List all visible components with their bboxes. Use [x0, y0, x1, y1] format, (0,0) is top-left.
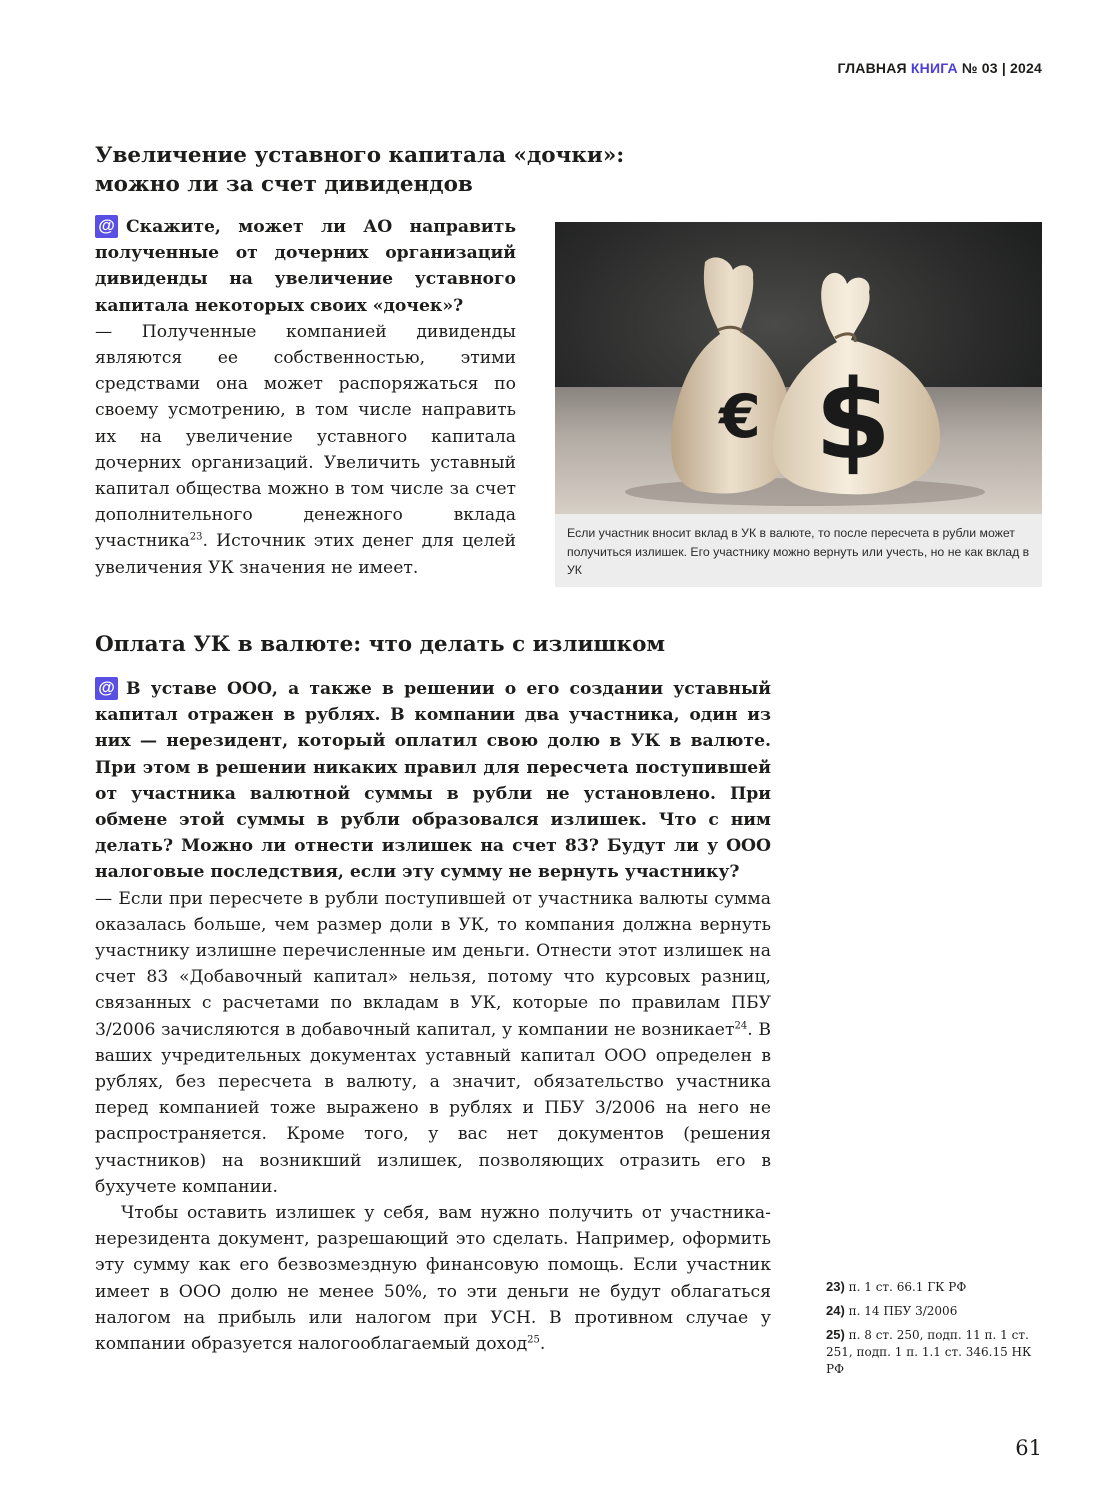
section2-paragraph2-text: Чтобы оставить излишек у себя, вам нужно получить от участника-нерезидента документ, разрешающий это сделать. Например, оформить эту сумму как его безвозмездную финансовую помощь. Если участник имеет в ООО долю не менее 50%, то эти деньги не будут облагаться налогом на прибыль или налогом при УСН. В противном случае у компании образуется налогооблагаемый доход: [95, 1203, 771, 1355]
footnote-number: 24): [826, 1303, 845, 1318]
at-sign-icon: @: [95, 215, 118, 238]
euro-symbol: €: [719, 382, 761, 452]
at-sign-icon: @: [95, 677, 118, 700]
section1-title-line2: можно ли за счет дивидендов: [95, 172, 473, 197]
footnote-text: п. 14 ПБУ 3/2006: [848, 1304, 958, 1318]
section1-qa: [95, 214, 516, 581]
page-number: 61: [1015, 1436, 1042, 1460]
brand-part1: ГЛАВНАЯ: [837, 60, 907, 76]
brand-part2: КНИГА: [910, 60, 958, 76]
footnote-text: п. 1 ст. 66.1 ГК РФ: [848, 1280, 967, 1294]
section1-answer-part2: . Источник этих денег для целей увеличения УК значения не имеет.: [95, 531, 516, 578]
money-bags-photo: [555, 222, 1042, 514]
section2-question-text: В уставе ООО, а также в решении о его создании уставный капитал отражен в рублях. В компании два участника, один из них — нерезидент, который оплатил свою долю в УК в валюте. При этом в решении никаких правил для пересчета поступившей от участника валютной суммы в рубли не установлено. При обмене этой суммы в рубли образовался излишек. Что с ним делать? Можно ли отнести излишек на счет 83? Будут ли у ООО налоговые последствия, если эту сумму не вернуть участнику?: [95, 679, 771, 883]
issue-number: № 03 | 2024: [961, 60, 1042, 76]
footnote-number: 25): [826, 1327, 845, 1342]
section1-title: [95, 141, 695, 199]
section2-title: Оплата УК в валюте: что делать с излишком: [95, 632, 666, 657]
section2-answer-part1: — Если при пересчете в рубли поступившей от участника валюты сумма оказалась больше, чем размер доли в УК, то компания должна вернуть участнику излишне перечисленные им деньги. Отнести этот излишек на счет 83 «Добавочный капитал» нельзя, потому что курсовых разниц, связанных с расчетами по вкладам в УК, которые по правилам ПБУ 3/2006 зачисляются в добавочный капитал, у компании не возникает: [95, 888, 771, 1040]
section2-question: [95, 676, 771, 886]
footnote-ref-25: 25: [527, 1334, 540, 1346]
footnote-23: [826, 1278, 1046, 1296]
section2-paragraph2: [95, 1200, 771, 1357]
footnote-25: [826, 1326, 1046, 1378]
section2-paragraph2-end: .: [539, 1334, 546, 1355]
section1-question: [95, 214, 516, 319]
section1-answer: [95, 319, 516, 581]
section1-question-text: Скажите, может ли АО направить полученные от дочерних организаций дивиденды на увеличение уставного капитала некоторых своих «дочек»?: [95, 217, 516, 316]
section2-answer-part2: . В ваших учредительных документах уставный капитал ООО определен в рублях, без пересчета в валюту, а значит, обязательство участника перед компанией тоже выражено в рублях и ПБУ 3/2006 на него не распространяется. Кроме того, у вас нет документов (решения участников) на возникший излишек, позволяющих отразить его в бухучете компании.: [95, 1019, 772, 1197]
section1-title-line1: Увеличение уставного капитала «дочки»:: [95, 143, 625, 168]
running-header: [837, 60, 1042, 76]
footnote-text: п. 8 ст. 250, подп. 11 п. 1 ст. 251, подп. 1 п. 1.1 ст. 346.15 НК РФ: [826, 1328, 1032, 1376]
footnotes: [826, 1278, 1046, 1384]
dollar-symbol: $: [814, 356, 892, 484]
section2-qa: [95, 676, 771, 1357]
section1-answer-part1: — Полученные компанией дивиденды являются ее собственностью, этими средствами она может распоряжаться по своему усмотрению, в том числе направить их на увеличение уставного капитала дочерних организаций. Увеличить уставный капитал общества можно в том числе за счет дополнительного денежного вклада участника: [95, 321, 516, 552]
section2-answer: [95, 886, 771, 1200]
footnote-number: 23): [826, 1279, 845, 1294]
footnote-ref-23: 23: [189, 531, 203, 543]
photo-caption: Если участник вносит вклад в УК в валюте, то после пересчета в рубли может получиться излишек. Его участнику можно вернуть или учесть, но не как вклад в УК: [555, 514, 1042, 587]
footnote-24: [826, 1302, 1046, 1320]
footnote-ref-24: 24: [734, 1019, 748, 1031]
